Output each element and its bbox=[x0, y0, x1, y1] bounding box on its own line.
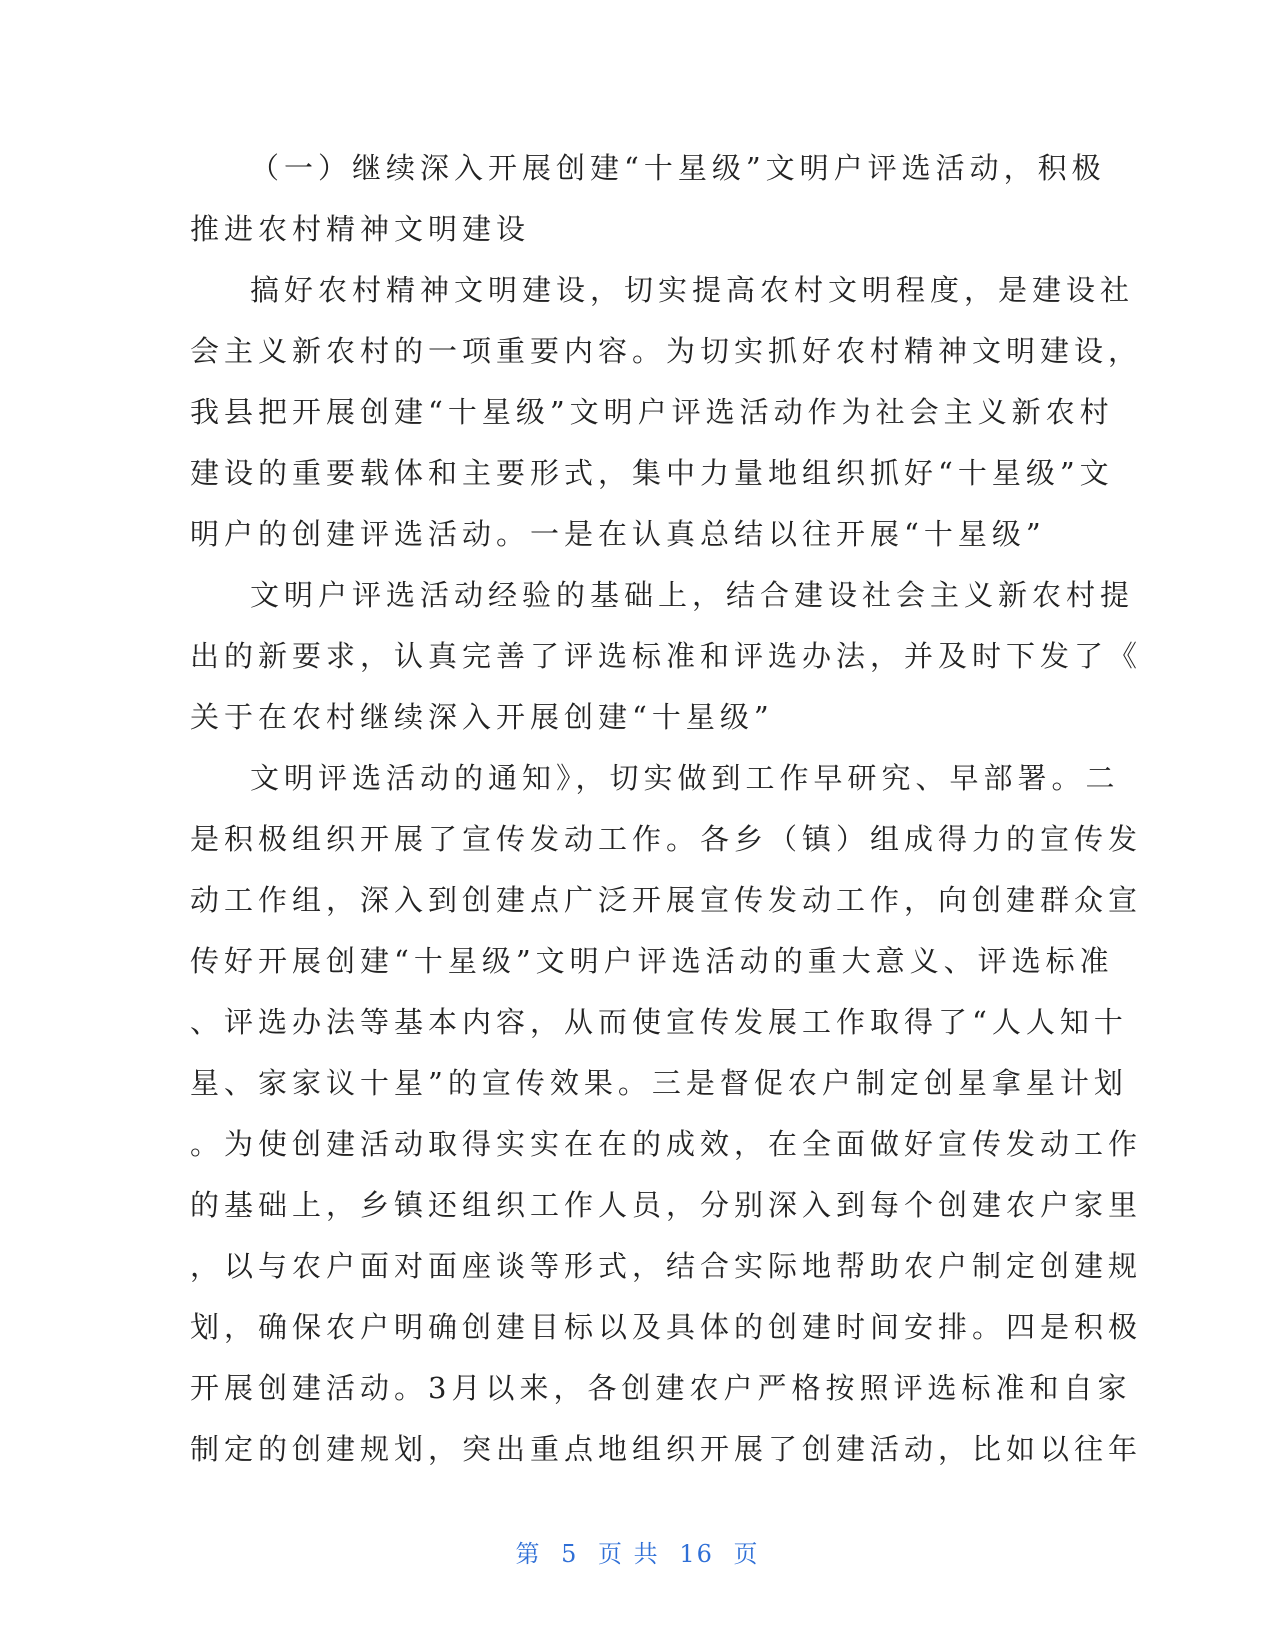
paragraph-line: 是积极组织开展了宣传发动工作。各乡（镇）组成得力的宣传发 bbox=[190, 822, 1143, 856]
paragraph-line: 开展创建活动。3月以来，各创建农户严格按照评选标准和自家 bbox=[190, 1371, 1132, 1405]
paragraph-line: 星、家家议十星”的宣传效果。三是督促农户制定创星拿星计划 bbox=[190, 1066, 1128, 1100]
total-page-count: 16 bbox=[679, 1540, 714, 1568]
paragraph-line: 传好开展创建“十星级”文明户评选活动的重大意义、评选标准 bbox=[190, 944, 1114, 978]
section-heading-line-2: 推进农村精神文明建设 bbox=[190, 212, 531, 246]
paragraph-line: 文明户评选活动经验的基础上，结合建设社会主义新农村提 bbox=[250, 578, 1135, 612]
paragraph-line: 会主义新农村的一项重要内容。为切实抓好农村精神文明建设， bbox=[190, 334, 1143, 368]
current-page-number: 5 bbox=[561, 1540, 579, 1568]
paragraph-line: 划，确保农户明确创建目标以及具体的创建时间安排。四是积极 bbox=[190, 1310, 1143, 1344]
footer-middle: 页 共 bbox=[598, 1540, 660, 1568]
paragraph-line: 明户的创建评选活动。一是在认真总结以往开展“十星级” bbox=[190, 517, 1046, 551]
paragraph-line: 关于在农村继续深入开展创建“十星级” bbox=[190, 700, 774, 734]
paragraph-line: 我县把开展创建“十星级”文明户评选活动作为社会主义新农村 bbox=[190, 395, 1114, 429]
footer-suffix: 页 bbox=[733, 1540, 760, 1568]
paragraph-line: 文明评选活动的通知》，切实做到工作早研究、早部署。二 bbox=[250, 761, 1120, 795]
paragraph-line: 制定的创建规划，突出重点地组织开展了创建活动，比如以往年 bbox=[190, 1432, 1143, 1466]
paragraph-line: 的基础上，乡镇还组织工作人员，分别深入到每个创建农户家里 bbox=[190, 1188, 1143, 1222]
paragraph-line: 搞好农村精神文明建设，切实提高农村文明程度，是建设社 bbox=[250, 273, 1135, 307]
paragraph-line: 。为使创建活动取得实实在在的成效，在全面做好宣传发动工作 bbox=[190, 1127, 1143, 1161]
paragraph-line: 、评选办法等基本内容，从而使宣传发展工作取得了“人人知十 bbox=[190, 1005, 1128, 1039]
paragraph-line: 出的新要求，认真完善了评选标准和评选办法，并及时下发了《 bbox=[190, 639, 1143, 673]
paragraph-line: 动工作组，深入到创建点广泛开展宣传发动工作，向创建群众宣 bbox=[190, 883, 1143, 917]
paragraph-line: 建设的重要载体和主要形式，集中力量地组织抓好“十星级”文 bbox=[190, 456, 1114, 490]
section-heading-line-1: （一）继续深入开展创建“十星级”文明户评选活动，积极 bbox=[250, 151, 1106, 185]
paragraph-line: ，以与农户面对面座谈等形式，结合实际地帮助农户制定创建规 bbox=[190, 1249, 1143, 1283]
document-body bbox=[190, 138, 1143, 1480]
page-number-footer bbox=[0, 1534, 1275, 1569]
footer-prefix: 第 bbox=[515, 1540, 542, 1568]
